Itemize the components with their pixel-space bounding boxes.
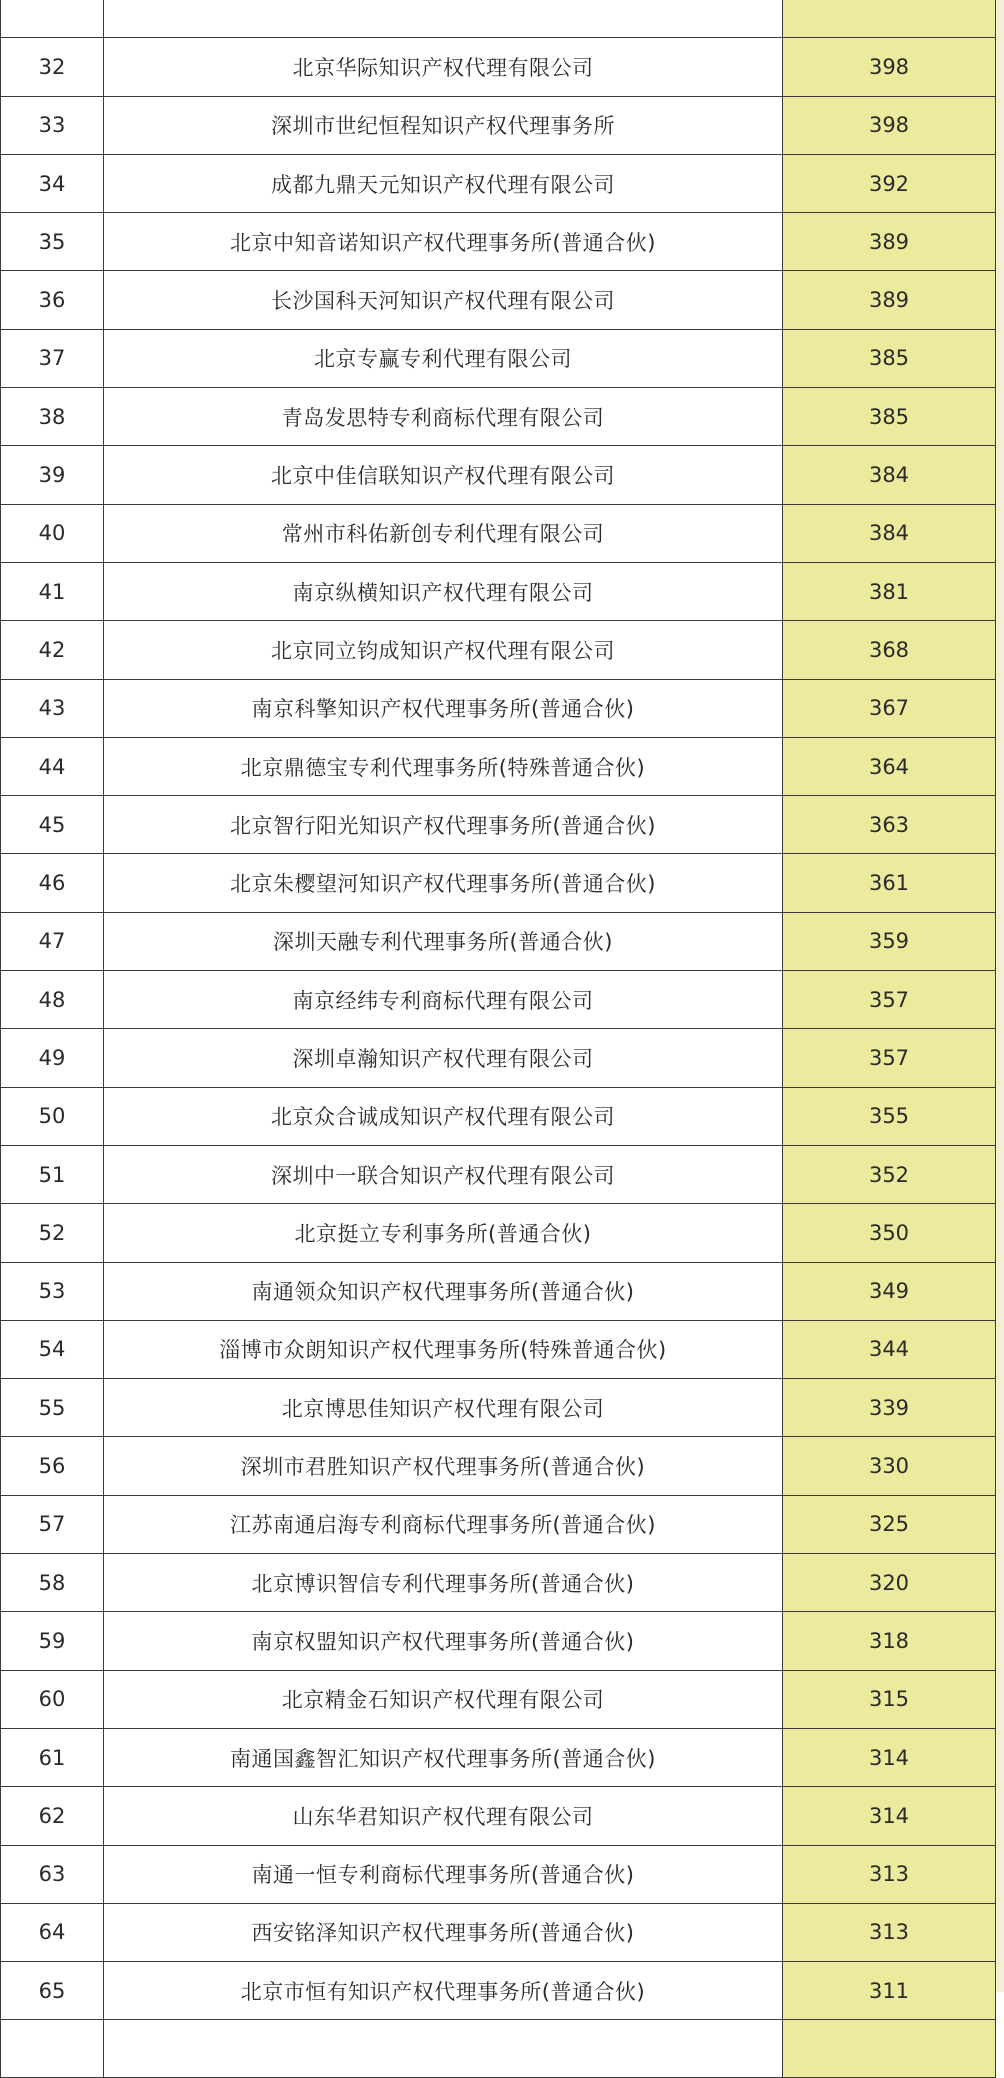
rank-cell: 33	[0, 97, 104, 154]
count-cell: 385	[783, 388, 996, 445]
count-cell: 339	[783, 1379, 996, 1436]
count-cell: 313	[783, 1904, 996, 1961]
rank-cell: 57	[0, 1496, 104, 1553]
rank-cell: 64	[0, 1904, 104, 1961]
table-row	[0, 1028, 996, 1086]
rank-cell: 34	[0, 155, 104, 212]
count-cell: 357	[783, 971, 996, 1028]
agency-name-cell: 深圳卓瀚知识产权代理有限公司	[104, 1029, 783, 1086]
table-row	[0, 1320, 996, 1378]
table-row	[0, 329, 996, 387]
count-cell: 392	[783, 155, 996, 212]
table-row	[0, 1203, 996, 1261]
count-cell: 311	[783, 1962, 996, 2019]
count-cell: 367	[783, 680, 996, 737]
table-row	[0, 1378, 996, 1436]
agency-name-cell: 南京纵横知识产权代理有限公司	[104, 563, 783, 620]
count-cell	[783, 0, 996, 37]
table-row	[0, 387, 996, 445]
rank-cell: 58	[0, 1554, 104, 1611]
table-row	[0, 1262, 996, 1320]
rank-cell: 47	[0, 913, 104, 970]
table-row	[0, 2019, 996, 2077]
agency-name-cell: 北京朱樱望河知识产权代理事务所(普通合伙)	[104, 854, 783, 911]
count-cell: 350	[783, 1204, 996, 1261]
table-row	[0, 0, 996, 37]
table-row	[0, 679, 996, 737]
rank-cell: 50	[0, 1088, 104, 1145]
table-row	[0, 912, 996, 970]
rank-cell: 55	[0, 1379, 104, 1436]
table-row	[0, 1553, 996, 1611]
rank-cell: 44	[0, 738, 104, 795]
agency-name-cell: 北京华际知识产权代理有限公司	[104, 38, 783, 95]
count-cell: 352	[783, 1146, 996, 1203]
agency-name-cell: 北京博识智信专利代理事务所(普通合伙)	[104, 1554, 783, 1611]
count-cell: 355	[783, 1088, 996, 1145]
table-row	[0, 1611, 996, 1669]
rank-cell: 52	[0, 1204, 104, 1261]
rank-cell: 35	[0, 213, 104, 270]
rank-cell: 39	[0, 446, 104, 503]
agency-name-cell: 北京智行阳光知识产权代理事务所(普通合伙)	[104, 796, 783, 853]
table-row	[0, 853, 996, 911]
table-row	[0, 1145, 996, 1203]
rank-cell: 45	[0, 796, 104, 853]
count-cell: 398	[783, 38, 996, 95]
table-row	[0, 737, 996, 795]
count-cell: 368	[783, 621, 996, 678]
agency-name-cell: 北京专赢专利代理有限公司	[104, 330, 783, 387]
table-row	[0, 212, 996, 270]
table-row	[0, 1495, 996, 1553]
rank-cell: 62	[0, 1787, 104, 1844]
rank-cell: 65	[0, 1962, 104, 2019]
table-row	[0, 620, 996, 678]
table-row	[0, 445, 996, 503]
agency-name-cell: 青岛发思特专利商标代理有限公司	[104, 388, 783, 445]
agency-name-cell	[104, 0, 783, 37]
agency-name-cell: 南京权盟知识产权代理事务所(普通合伙)	[104, 1612, 783, 1669]
count-cell: 384	[783, 505, 996, 562]
count-cell: 381	[783, 563, 996, 620]
agency-name-cell: 常州市科佑新创专利代理有限公司	[104, 505, 783, 562]
count-cell: 357	[783, 1029, 996, 1086]
count-cell: 313	[783, 1846, 996, 1903]
rank-cell: 61	[0, 1729, 104, 1786]
agency-name-cell	[104, 2020, 783, 2076]
table-row	[0, 562, 996, 620]
count-cell: 318	[783, 1612, 996, 1669]
table-row	[0, 37, 996, 95]
rank-cell: 49	[0, 1029, 104, 1086]
agency-name-cell: 成都九鼎天元知识产权代理有限公司	[104, 155, 783, 212]
agency-name-cell: 北京挺立专利事务所(普通合伙)	[104, 1204, 783, 1261]
agency-name-cell: 北京市恒有知识产权代理事务所(普通合伙)	[104, 1962, 783, 2019]
count-cell: 398	[783, 97, 996, 154]
count-cell: 361	[783, 854, 996, 911]
table-row	[0, 1786, 996, 1844]
rank-cell: 59	[0, 1612, 104, 1669]
count-cell: 325	[783, 1496, 996, 1553]
agency-name-cell: 南京经纬专利商标代理有限公司	[104, 971, 783, 1028]
rank-cell: 38	[0, 388, 104, 445]
rank-cell: 51	[0, 1146, 104, 1203]
table-row	[0, 154, 996, 212]
rank-cell: 46	[0, 854, 104, 911]
rank-cell	[0, 0, 104, 37]
rank-cell: 42	[0, 621, 104, 678]
count-cell: 389	[783, 271, 996, 328]
count-cell: 344	[783, 1321, 996, 1378]
agency-name-cell: 江苏南通启海专利商标代理事务所(普通合伙)	[104, 1496, 783, 1553]
rank-cell: 36	[0, 271, 104, 328]
table-row	[0, 1436, 996, 1494]
rank-cell: 53	[0, 1263, 104, 1320]
agency-name-cell: 北京众合诚成知识产权代理有限公司	[104, 1088, 783, 1145]
table-row	[0, 504, 996, 562]
table-row	[0, 1961, 996, 2019]
table-row	[0, 1087, 996, 1145]
agency-name-cell: 北京中佳信联知识产权代理有限公司	[104, 446, 783, 503]
count-cell: 364	[783, 738, 996, 795]
count-cell: 385	[783, 330, 996, 387]
count-cell: 320	[783, 1554, 996, 1611]
agency-name-cell: 山东华君知识产权代理有限公司	[104, 1787, 783, 1844]
right-edge-strip	[996, 0, 1004, 1992]
table-row	[0, 270, 996, 328]
count-cell: 389	[783, 213, 996, 270]
agency-name-cell: 淄博市众朗知识产权代理事务所(特殊普通合伙)	[104, 1321, 783, 1378]
agency-name-cell: 深圳天融专利代理事务所(普通合伙)	[104, 913, 783, 970]
count-cell: 315	[783, 1671, 996, 1728]
agency-name-cell: 南通领众知识产权代理事务所(普通合伙)	[104, 1263, 783, 1320]
count-cell: 349	[783, 1263, 996, 1320]
table-row	[0, 1728, 996, 1786]
agency-name-cell: 北京博思佳知识产权代理有限公司	[104, 1379, 783, 1436]
rank-cell: 40	[0, 505, 104, 562]
rank-cell: 48	[0, 971, 104, 1028]
rank-cell: 41	[0, 563, 104, 620]
agency-name-cell: 深圳市世纪恒程知识产权代理事务所	[104, 97, 783, 154]
agency-name-cell: 南通国鑫智汇知识产权代理事务所(普通合伙)	[104, 1729, 783, 1786]
agency-name-cell: 南通一恒专利商标代理事务所(普通合伙)	[104, 1846, 783, 1903]
count-cell: 363	[783, 796, 996, 853]
rank-cell	[0, 2020, 104, 2076]
rank-cell: 63	[0, 1846, 104, 1903]
rank-cell: 60	[0, 1671, 104, 1728]
count-cell: 330	[783, 1437, 996, 1494]
agency-name-cell: 西安铭泽知识产权代理事务所(普通合伙)	[104, 1904, 783, 1961]
agency-name-cell: 北京中知音诺知识产权代理事务所(普通合伙)	[104, 213, 783, 270]
rank-cell: 54	[0, 1321, 104, 1378]
table-row	[0, 1845, 996, 1903]
table-row	[0, 1670, 996, 1728]
agency-name-cell: 北京鼎德宝专利代理事务所(特殊普通合伙)	[104, 738, 783, 795]
table-row	[0, 970, 996, 1028]
agency-name-cell: 北京同立钧成知识产权代理有限公司	[104, 621, 783, 678]
count-cell: 314	[783, 1787, 996, 1844]
rank-cell: 37	[0, 330, 104, 387]
count-cell: 359	[783, 913, 996, 970]
count-cell: 384	[783, 446, 996, 503]
agency-name-cell: 深圳中一联合知识产权代理有限公司	[104, 1146, 783, 1203]
count-cell	[783, 2020, 996, 2076]
count-cell: 314	[783, 1729, 996, 1786]
rank-cell: 43	[0, 680, 104, 737]
table-row	[0, 1903, 996, 1961]
agency-name-cell: 长沙国科天河知识产权代理有限公司	[104, 271, 783, 328]
rank-cell: 56	[0, 1437, 104, 1494]
agency-name-cell: 南京科擎知识产权代理事务所(普通合伙)	[104, 680, 783, 737]
table-row	[0, 795, 996, 853]
agency-name-cell: 深圳市君胜知识产权代理事务所(普通合伙)	[104, 1437, 783, 1494]
agency-name-cell: 北京精金石知识产权代理有限公司	[104, 1671, 783, 1728]
rank-cell: 32	[0, 38, 104, 95]
table-row	[0, 96, 996, 154]
